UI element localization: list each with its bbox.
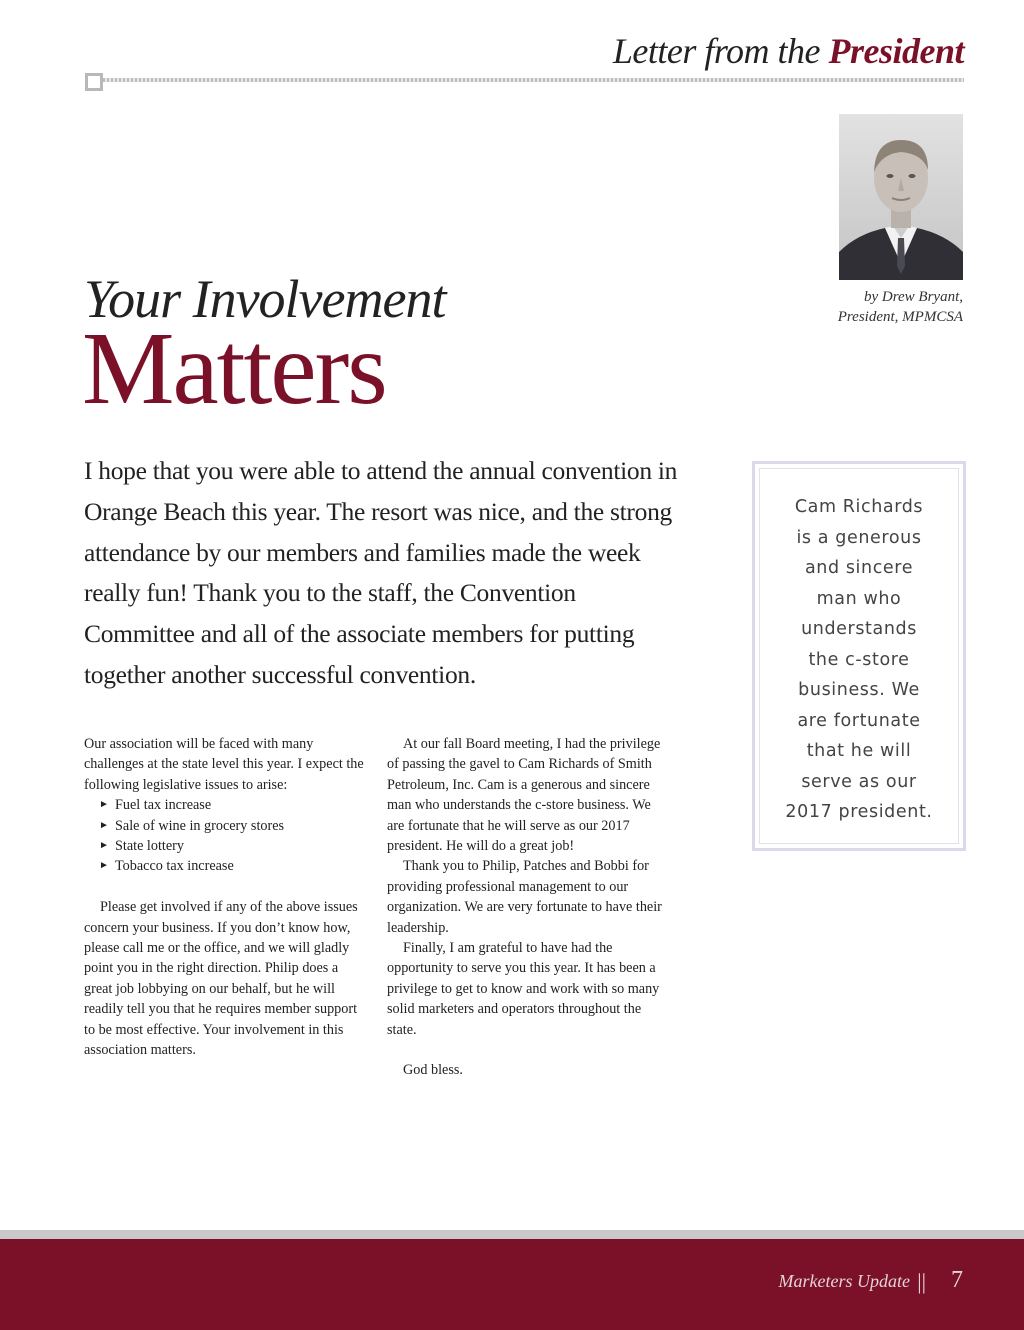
pull-quote-line: that he will	[806, 741, 912, 761]
bullet-arrow-icon: ►	[99, 799, 109, 811]
pull-quote-line: understands	[801, 619, 917, 639]
footer-separator: ||	[917, 1269, 926, 1294]
section-header-accent: President	[828, 31, 964, 71]
column2-paragraph-1: At our fall Board meeting, I had the privilege of passing the gavel to Cam Richards of Smith Petroleum, Inc. Cam is a generous and sincere man who understands the c-store business. We are fortunate that he will serve as our 2017 president. He will do a great job!	[387, 736, 661, 855]
bullet-arrow-icon: ►	[99, 819, 109, 831]
pull-quote-line: are fortunate	[797, 710, 921, 731]
pull-quote-line: serve as our	[801, 771, 917, 792]
issues-list	[84, 795, 364, 877]
byline-name: by Drew Bryant,	[863, 289, 963, 305]
header-rule-line	[103, 78, 964, 82]
pull-quote-line: is a generous	[796, 527, 922, 548]
pull-quote-line: man who	[816, 588, 902, 609]
author-byline	[838, 287, 963, 327]
pull-quote-line: Cam Richards	[794, 497, 924, 517]
pull-quote-line: and sincere	[804, 558, 914, 578]
list-item: ► State lottery	[99, 836, 364, 856]
author-photo	[839, 114, 963, 280]
pull-quote-line: business. We	[798, 680, 920, 700]
list-item: ► Fuel tax increase	[99, 795, 364, 815]
byline-role: President, MPMCSA	[837, 309, 963, 325]
author-portrait-illustration	[839, 114, 963, 280]
column2-paragraph-3: Finally, I am grateful to have had the opportunity to serve you this year. It has been a privilege to get to know and work with so many solid marketers and operators throughout the state.	[387, 940, 660, 1038]
page-number: 7	[951, 1267, 963, 1293]
body-column-2	[387, 734, 667, 1081]
publication-name: Marketers Update	[778, 1271, 910, 1291]
column1-intro: Our association will be faced with many challenges at the state level this year. I expect the following legislative issues to arise:	[84, 736, 364, 793]
pull-quote-box	[752, 461, 966, 851]
header-rule-square	[85, 73, 103, 91]
bullet-arrow-icon: ►	[99, 860, 109, 872]
article-title-line2: Matters	[82, 311, 386, 426]
pull-quote-line: 2017 president.	[785, 802, 933, 822]
section-header	[613, 30, 964, 72]
pull-quote-line: the c-store	[808, 649, 910, 670]
pull-quote-text	[755, 492, 963, 828]
footer-strip	[0, 1230, 1024, 1239]
lead-paragraph: I hope that you were able to attend the annual convention in Orange Beach this year. The resort was nice, and the strong attendance by our members and families made the week really fun! Thank you to the staff, the Convention Committee and all of the associate members for putting together another successful convention.	[84, 456, 678, 689]
body-column-1	[84, 734, 364, 1060]
list-item: ► Sale of wine in grocery stores	[99, 816, 364, 836]
section-header-prefix: Letter from the	[612, 31, 820, 71]
bullet-arrow-icon: ►	[99, 840, 109, 852]
article-title-line1: Your Involvement	[84, 269, 446, 329]
column1-paragraph-2: Please get involved if any of the above issues concern your business. If you don’t know how, please call me or the office, and we will gladly point you in the right direction. Philip does a great job lobbying on our behalf, but he will readily tell you that he requires member support to be most effective. Your involvement in this association matters.	[84, 899, 358, 1059]
column2-paragraph-2: Thank you to Philip, Patches and Bobbi for providing professional management to our organization. We are very fortunate to have their leadership.	[387, 858, 662, 936]
signoff: God bless.	[403, 1062, 463, 1079]
list-item: ► Tobacco tax increase	[99, 856, 364, 876]
page-footer	[0, 1239, 1024, 1330]
